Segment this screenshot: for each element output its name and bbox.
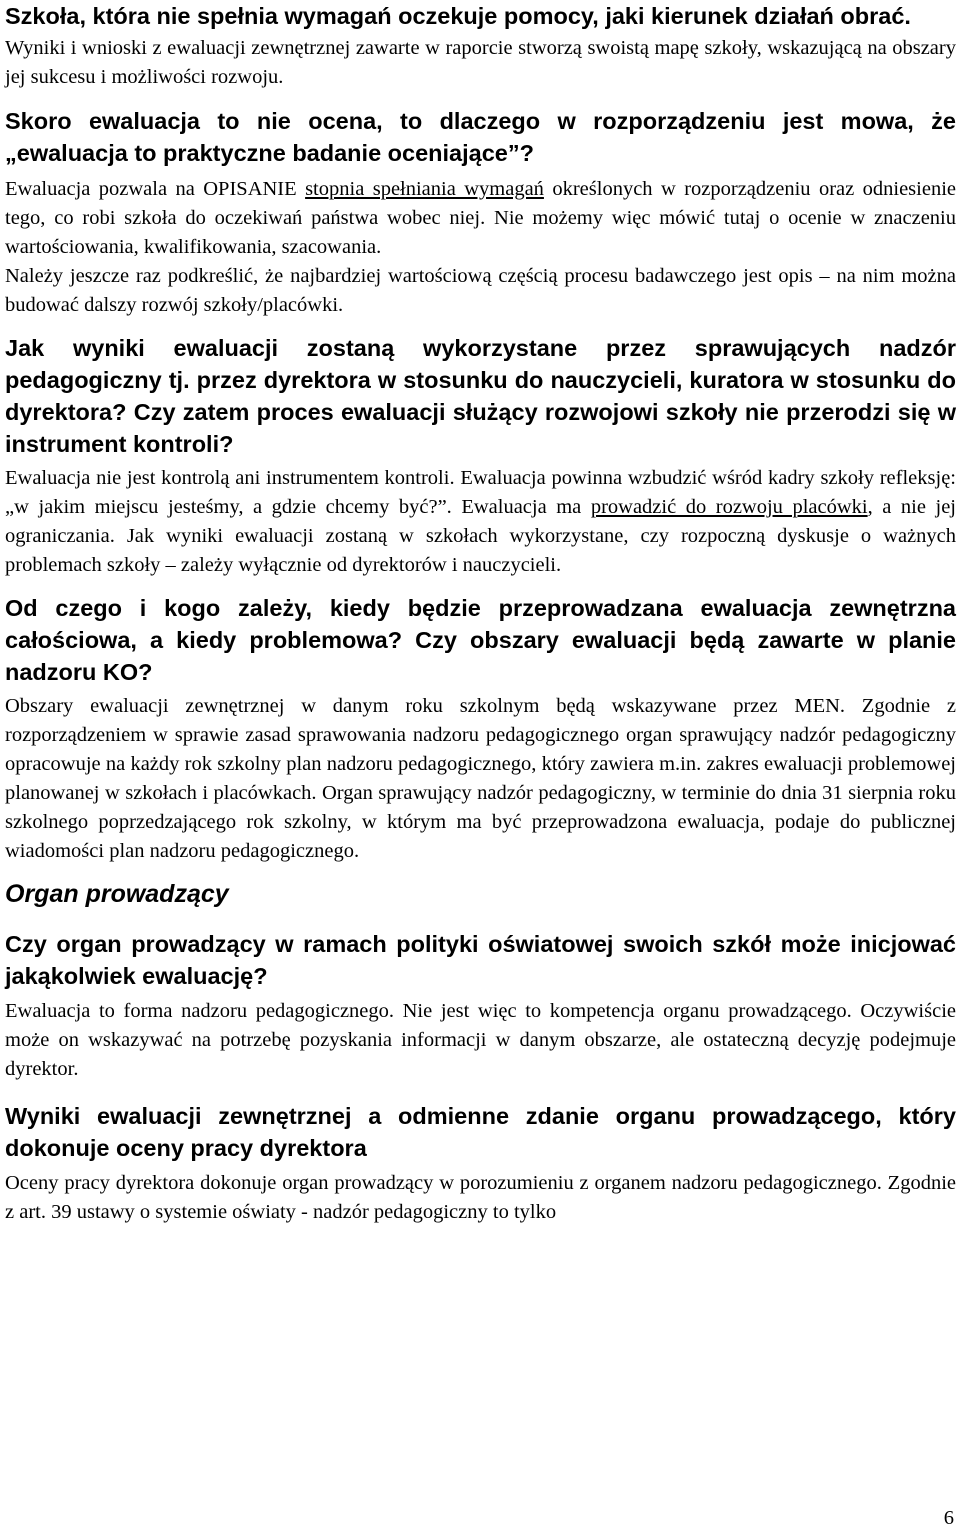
text-segment: Organ prowadzący bbox=[5, 880, 229, 908]
body-paragraph bbox=[5, 464, 956, 580]
question-heading bbox=[5, 0, 956, 32]
body-paragraph bbox=[5, 34, 956, 92]
text-segment: Obszary ewaluacji zewnętrznej w danym roku szkolnym będą wskazywane przez MEN. Zgodnie z rozporządzeniem w sprawie zasad sprawowania nadzoru pedagogicznego organ sprawujący nadzór pedagogiczny opracowuje na każdy rok szkolny plan nadzoru pedagogicznego, który zawiera m.in. zakres ewaluacji problemowej planowanej w szkołach i placówkach. Organ sprawujący nadzór pedagogiczny, w terminie do dnia 31 sierpnia roku szkolnego poprzedzającego rok szkolny, w którym ma być przeprowadzona ewaluacja, podaje do publicznej wiadomości plan nadzoru pedagogicznego. bbox=[5, 695, 956, 862]
text-segment: Czy organ prowadzący w ramach polityki oświatowej swoich szkół może inicjować jakąkolwiek ewaluację? bbox=[5, 931, 956, 989]
text-segment: , a nie jej ograniczania. Jak wyniki ewaluacji zostaną w szkołach wykorzystane, czy rozpoczną dyskusje o ważnych problemach szkoły – zależy wyłącznie od dyrektorów i nauczycieli. bbox=[5, 496, 956, 576]
text-segment: Wyniki i wnioski z ewaluacji zewnętrznej zawarte w raporcie stworzą swoistą mapę szkoły, wskazującą na obszary jej sukcesu i możliwości rozwoju. bbox=[5, 37, 956, 88]
body-paragraph bbox=[5, 175, 956, 262]
text-segment: Skoro ewaluacja to nie ocena, to dlaczego w rozporządzeniu jest mowa, że „ewaluacja to praktyczne badanie oceniające”? bbox=[5, 108, 956, 166]
body-paragraph bbox=[5, 692, 956, 866]
question-heading bbox=[5, 105, 956, 169]
section-heading bbox=[5, 878, 956, 910]
question-heading bbox=[5, 928, 956, 992]
body-paragraph bbox=[5, 997, 956, 1084]
text-segment: Ewaluacja nie jest kontrolą ani instrumentem kontroli. Ewaluacja powinna wzbudzić wśród kadry szkoły refleksję: „w jakim miejscu jesteśmy, a gdzie chcemy być?”. Ewaluacja ma bbox=[5, 467, 956, 518]
text-segment: Ewaluacja to forma nadzoru pedagogicznego. Nie jest więc to kompetencja organu prowadzącego. Oczywiście może on wskazywać na potrzebę pozyskania informacji w danym obszarze, ale ostateczną decyzję podejmuje dyrektor. bbox=[5, 1000, 956, 1080]
body-paragraph bbox=[5, 1169, 956, 1227]
document-body bbox=[5, 0, 956, 1227]
text-segment: Szkoła, która nie spełnia wymagań oczekuje pomocy, jaki kierunek działań obrać. bbox=[5, 3, 911, 29]
text-segment: Oceny pracy dyrektora dokonuje organ prowadzący w porozumieniu z organem nadzoru pedagogicznego. Zgodnie z art. 39 ustawy o systemie oświaty - nadzór pedagogiczny to tylko bbox=[5, 1172, 956, 1223]
question-heading bbox=[5, 592, 956, 688]
underlined-text: stopnia spełniania wymagań bbox=[305, 178, 544, 200]
question-heading bbox=[5, 1100, 956, 1164]
text-segment: Należy jeszcze raz podkreślić, że najbardziej wartościową częścią procesu badawczego jest opis – na nim można budować dalszy rozwój szkoły/placówki. bbox=[5, 265, 956, 316]
text-segment: Od czego i kogo zależy, kiedy będzie przeprowadzana ewaluacja zewnętrzna całościowa, a kiedy problemowa? Czy obszary ewaluacji będą zawarte w planie nadzoru KO? bbox=[5, 595, 956, 685]
text-segment: określonych w rozporządzeniu oraz odniesienie tego, co robi szkoła do oczekiwań państwa wobec niej. Nie możemy więc mówić tutaj o ocenie w znaczeniu wartościowania, kwalifikowania, szacowania. bbox=[5, 178, 956, 258]
body-paragraph bbox=[5, 262, 956, 320]
underlined-text: prowadzić do rozwoju placówki bbox=[590, 496, 868, 518]
text-segment: Jak wyniki ewaluacji zostaną wykorzystane przez sprawujących nadzór pedagogiczny tj. przez dyrektora w stosunku do nauczycieli, kuratora w stosunku do dyrektora? Czy zatem proces ewaluacji służący rozwojowi szkoły nie przerodzi się w instrument kontroli? bbox=[5, 335, 956, 457]
text-segment: Ewaluacja pozwala na OPISANIE bbox=[5, 178, 306, 200]
question-heading bbox=[5, 332, 956, 460]
page-number: 6 bbox=[943, 1507, 954, 1529]
text-segment: Wyniki ewaluacji zewnętrznej a odmienne zdanie organu prowadzącego, który dokonuje oceny pracy dyrektora bbox=[5, 1103, 956, 1161]
